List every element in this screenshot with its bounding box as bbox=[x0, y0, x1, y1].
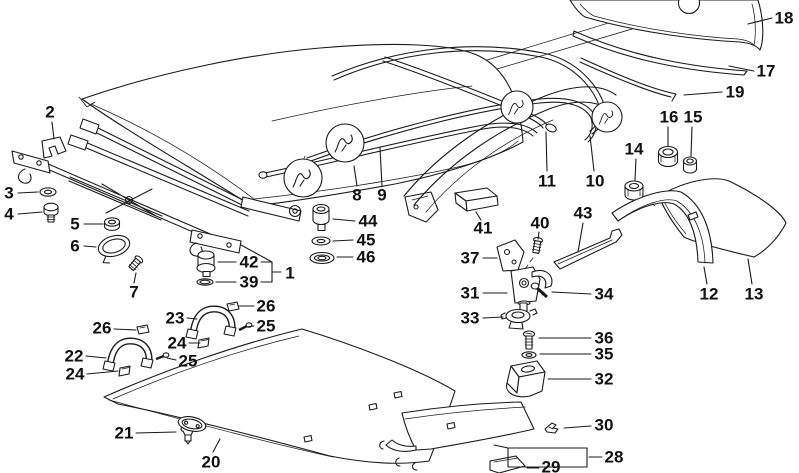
leader-14 bbox=[635, 159, 636, 180]
leader-12 bbox=[704, 267, 707, 284]
part-number-17: 17 bbox=[756, 61, 776, 81]
part-number-26: 26 bbox=[256, 296, 276, 316]
leader-45 bbox=[333, 240, 353, 241]
leader-24 bbox=[87, 371, 118, 374]
part-number-20: 20 bbox=[201, 452, 221, 472]
grab-handle-23 bbox=[186, 309, 236, 339]
part-number-23: 23 bbox=[165, 308, 185, 328]
part-number-45: 45 bbox=[356, 230, 376, 250]
leader-20 bbox=[213, 439, 220, 452]
clip-detail-circle bbox=[326, 124, 364, 162]
clip-part-26-lower bbox=[137, 325, 149, 334]
strip-8-end-cap bbox=[259, 172, 267, 178]
part-number-8: 8 bbox=[352, 185, 362, 205]
part-number-34: 34 bbox=[594, 284, 614, 304]
part-number-19: 19 bbox=[725, 82, 745, 102]
leader-21 bbox=[136, 432, 176, 433]
screw-40 bbox=[531, 237, 543, 254]
buffer-42 bbox=[197, 251, 215, 277]
part-number-7: 7 bbox=[129, 282, 139, 302]
leader-43 bbox=[578, 223, 583, 252]
ring-cap-part-6 bbox=[96, 232, 134, 265]
plate-37 bbox=[497, 240, 524, 271]
part-number-12: 12 bbox=[699, 284, 719, 304]
clamp-33 bbox=[501, 309, 537, 329]
part-number-32: 32 bbox=[594, 369, 614, 389]
bushing-16 bbox=[659, 147, 678, 167]
part-number-15: 15 bbox=[683, 107, 703, 127]
part-number-24: 24 bbox=[65, 364, 85, 384]
leader-7 bbox=[134, 273, 136, 283]
leader-10 bbox=[590, 136, 594, 171]
clip-detail-circle bbox=[501, 91, 533, 123]
part-number-42: 42 bbox=[239, 252, 259, 272]
clip-part-26-upper bbox=[227, 302, 239, 311]
clip-part-30 bbox=[545, 423, 558, 433]
leader-30 bbox=[564, 426, 591, 428]
part-number-24: 24 bbox=[167, 333, 187, 353]
nut-part-5 bbox=[105, 218, 120, 231]
part-number-4: 4 bbox=[4, 204, 14, 224]
bolt-part-4 bbox=[44, 203, 58, 222]
part-number-22: 22 bbox=[64, 346, 84, 366]
part-number-39: 39 bbox=[239, 272, 259, 292]
part-number-13: 13 bbox=[744, 284, 764, 304]
bushing-14 bbox=[625, 181, 643, 200]
grommet-46 bbox=[310, 253, 334, 264]
catch-32 bbox=[507, 361, 545, 397]
part-number-2: 2 bbox=[45, 102, 55, 122]
part-number-1: 1 bbox=[285, 263, 295, 283]
clip-part-2 bbox=[42, 137, 66, 158]
leader-2 bbox=[52, 122, 54, 139]
scissor-linkage bbox=[102, 184, 156, 216]
headliner-panel bbox=[104, 329, 455, 463]
part-number-6: 6 bbox=[70, 236, 80, 256]
clip-detail-circle bbox=[592, 102, 622, 132]
cover-cap-41 bbox=[455, 188, 498, 211]
part-number-18: 18 bbox=[774, 8, 794, 28]
screw-36 bbox=[524, 331, 535, 349]
part-number-41: 41 bbox=[473, 218, 493, 238]
part-number-26: 26 bbox=[92, 318, 112, 338]
leader-3 bbox=[18, 192, 38, 193]
part-number-40: 40 bbox=[530, 213, 550, 233]
part-number-44: 44 bbox=[358, 211, 378, 231]
leader-26 bbox=[114, 329, 136, 330]
part-number-25: 25 bbox=[178, 351, 198, 371]
leader-22 bbox=[86, 356, 106, 358]
leader-4 bbox=[18, 212, 42, 214]
part-number-30: 30 bbox=[594, 415, 614, 435]
rear-window-18 bbox=[570, 0, 763, 50]
leader-11 bbox=[546, 132, 547, 171]
part-number-21: 21 bbox=[114, 423, 134, 443]
part-number-29: 29 bbox=[541, 457, 561, 473]
leader-44 bbox=[333, 219, 355, 221]
part-number-28: 28 bbox=[604, 447, 624, 467]
part-number-33: 33 bbox=[460, 308, 480, 328]
leader-33 bbox=[483, 317, 503, 318]
washer-35 bbox=[522, 352, 536, 358]
buffer-44 bbox=[313, 205, 329, 231]
leader-19 bbox=[684, 92, 722, 95]
part-number-36: 36 bbox=[594, 328, 614, 348]
part-number-5: 5 bbox=[70, 214, 80, 234]
bushing-15 bbox=[684, 157, 697, 173]
leader-6 bbox=[84, 246, 96, 247]
part-number-14: 14 bbox=[624, 139, 644, 159]
part-number-25: 25 bbox=[256, 316, 276, 336]
part-number-11: 11 bbox=[538, 171, 556, 191]
part-number-37: 37 bbox=[460, 248, 480, 268]
support-bar-43 bbox=[554, 229, 622, 269]
bow-right-bracket bbox=[190, 230, 241, 253]
part-number-16: 16 bbox=[659, 107, 679, 127]
leader-15 bbox=[691, 127, 692, 156]
screw-part-7 bbox=[128, 255, 144, 272]
washer-45 bbox=[312, 237, 330, 245]
clip-detail-circle bbox=[284, 159, 322, 197]
part-number-35: 35 bbox=[594, 344, 614, 364]
leader-13 bbox=[748, 259, 752, 284]
part-number-9: 9 bbox=[377, 185, 387, 205]
leader-25 bbox=[167, 358, 176, 360]
part-number-46: 46 bbox=[356, 247, 376, 267]
part-number-43: 43 bbox=[573, 203, 593, 223]
washer-part-3 bbox=[40, 188, 56, 196]
oring-39 bbox=[197, 279, 213, 285]
bow-left-hook bbox=[18, 169, 31, 183]
part-number-3: 3 bbox=[4, 183, 14, 203]
cap-part-24-lower bbox=[119, 366, 130, 376]
part-number-10: 10 bbox=[585, 171, 605, 191]
leader-34 bbox=[552, 292, 591, 294]
part-number-31: 31 bbox=[460, 283, 480, 303]
